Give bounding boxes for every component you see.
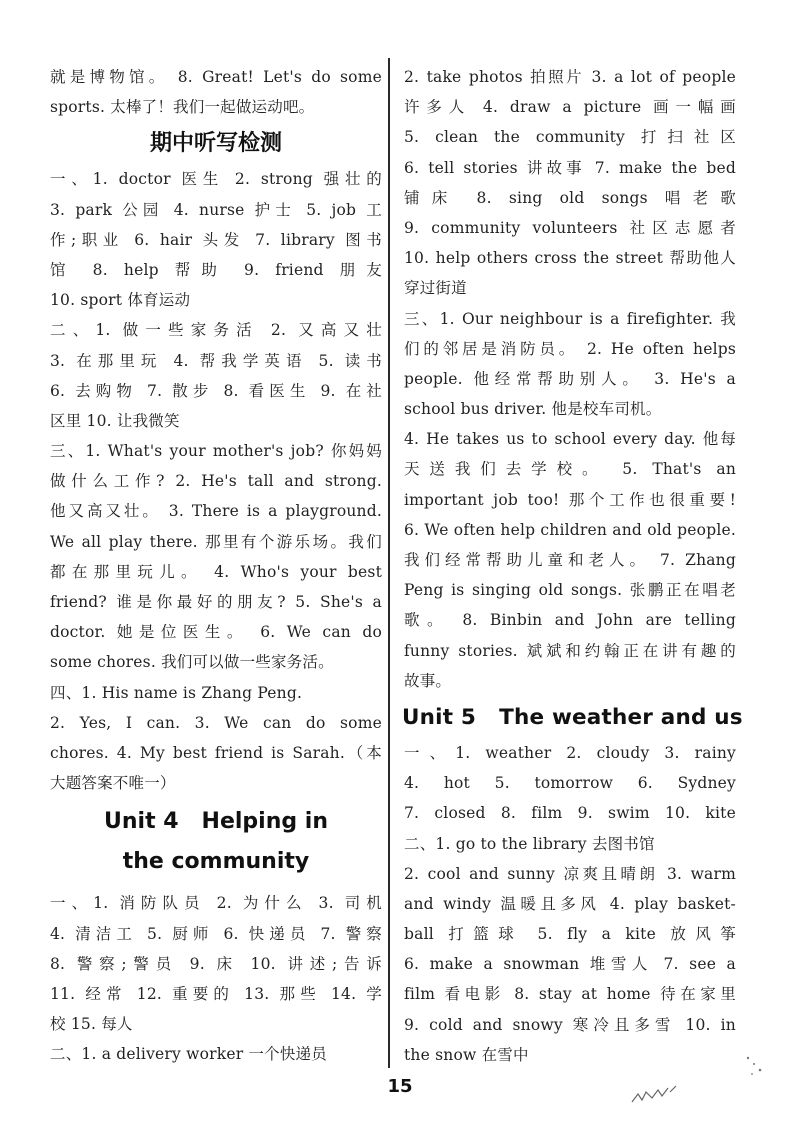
left-column [50,62,382,1069]
unit4-answers [50,888,382,1069]
answer-line: 四、1. His name is Zhang Peng. [50,683,303,702]
right-column [402,62,743,1070]
answer-line: 们的邻居是消防员。 2. He often helps [404,339,736,358]
answer-line: 4. He takes us to school every day. 他每 [404,430,736,449]
answer-line: 6. 去购物 7. 散步 8. 看医生 9. 在社 [50,381,382,400]
answer-line: 二、1. go to the library 去图书馆 [404,834,655,853]
answer-line: 4. 清洁工 5. 厨师 6. 快递员 7. 警察 [50,924,382,943]
answer-line: 我们经常帮助儿童和老人。 7. Zhang [404,551,736,569]
answer-line: 5. clean the community 打扫社区 [404,128,736,147]
answer-line: 三、1. What's your mother's job? 你妈妈 [50,442,382,461]
answer-line: funny stories. 斌斌和约翰正在讲有趣的 [404,641,736,660]
answer-line: 一、1. weather 2. cloudy 3. rainy [404,743,736,762]
unit4-title-line2: the community [122,849,310,875]
answer-line: some chores. 我们可以做一些家务活。 [50,653,334,672]
answer-line: 3. park 公园 4. nurse 护士 5. job 工 [50,200,382,219]
midterm-answers [50,164,382,798]
answer-line: 馆 8. help 帮助 9. friend 朋友 [50,260,382,279]
answer-line: 区里 10. 让我微笑 [50,411,180,430]
answer-line: the snow 在雪中 [404,1045,529,1064]
answer-line: 他又高又壮。 3. There is a playground. [50,502,382,521]
answer-line: Peng is singing old songs. 张鹏正在唱老 [404,581,736,600]
answer-line: 就是博物馆。 8. Great! Let's do some [50,68,382,86]
answer-line: 2. take photos 拍照片 3. a lot of people [404,68,736,86]
answer-line: 做什么工作? 2. He's tall and strong. [50,472,382,491]
answer-line: sports. 太棒了！我们一起做运动吧。 [50,98,315,117]
page-number: 15 [387,1076,413,1097]
answer-line: 6. make a snowman 堆雪人 7. see a [404,955,736,974]
unit5-title: Unit 5 The weather and us [402,704,743,730]
answer-line: 穿过街道 [404,279,467,298]
answer-line: 3. 在那里玩 4. 帮我学英语 5. 读书 [50,351,382,370]
answer-line: school bus driver. 他是校车司机。 [404,400,662,419]
answer-line: 作;职业 6. hair 头发 7. library 图书 [50,230,382,249]
answer-line: 一、1. 消防队员 2. 为什么 3. 司机 [50,894,382,913]
answer-line: 大题答案不唯一） [50,774,176,793]
answer-line: 2. cool and sunny 凉爽且晴朗 3. warm [404,864,736,883]
answer-line: 铺床 8. sing old songs 唱老歌 [404,188,736,207]
answer-line: 许多人 4. draw a picture 画一幅画 [404,98,736,117]
answer-line: people. 他经常帮助别人。 3. He's a [404,369,736,388]
unit5-answers [404,738,736,1070]
answer-line: 歌。 8. Binbin and John are telling [404,611,736,630]
answer-line: ball 打篮球 5. fly a kite 放风筝 [404,925,736,944]
answer-line: 故事。 [404,671,452,690]
unit4-answers-continued [404,62,736,696]
answer-line: and windy 温暖且多风 4. play basket- [404,894,736,913]
answer-line: 一、1. doctor 医生 2. strong 强壮的 [50,170,382,189]
answer-line: 8. 警察;警员 9. 床 10. 讲述;告诉 [50,954,382,973]
answer-line: 2. Yes, I can. 3. We can do some [50,713,382,732]
answer-line: 二、1. 做一些家务活 2. 又高又壮 [50,321,382,340]
answer-line: 10. help others cross the street 帮助他人 [404,249,736,268]
handwritten-scribble [628,1072,688,1108]
answer-line: 11. 经常 12. 重要的 13. 那些 14. 学 [50,984,382,1003]
answer-line: We all play there. 那里有个游乐场。我们 [50,532,382,551]
answer-line: 三、1. Our neighbour is a firefighter. 我 [404,309,736,328]
answer-line: 10. sport 体育运动 [50,291,191,310]
column-divider [388,58,390,1068]
answer-line: film 看电影 8. stay at home 待在家里 [404,985,736,1004]
unit4-title-line1: Unit 4 Helping in [104,809,328,835]
answer-line: friend? 谁是你最好的朋友? 5. She's a [50,593,382,611]
answer-line: 9. cold and snowy 寒冷且多雪 10. in [404,1015,736,1034]
answer-line: 9. community volunteers 社区志愿者 [404,218,736,237]
answer-line: 4. hot 5. tomorrow 6. Sydney [404,774,736,793]
answer-line: 7. closed 8. film 9. swim 10. kite [404,804,736,823]
answer-line: 6. We often help children and old people. [404,520,736,539]
answer-line: important job too! 那个工作也很重要! [404,490,736,509]
answer-block-continued [50,62,382,122]
answer-line: 6. tell stories 讲故事 7. make the bed [404,158,736,177]
answer-line: chores. 4. My best friend is Sarah.（本 [50,743,382,762]
answer-line: doctor. 她是位医生。 6. We can do [50,623,382,642]
margin-marks [740,1052,770,1082]
answer-line: 天送我们去学校。 5. That's an [404,460,736,479]
midterm-dictation-title: 期中听写检测 [149,131,282,157]
answer-line: 二、1. a delivery worker 一个快递员 [50,1045,327,1064]
answer-line: 都在那里玩儿。 4. Who's your best [50,562,382,581]
answer-line: 校 15. 每人 [50,1015,133,1034]
